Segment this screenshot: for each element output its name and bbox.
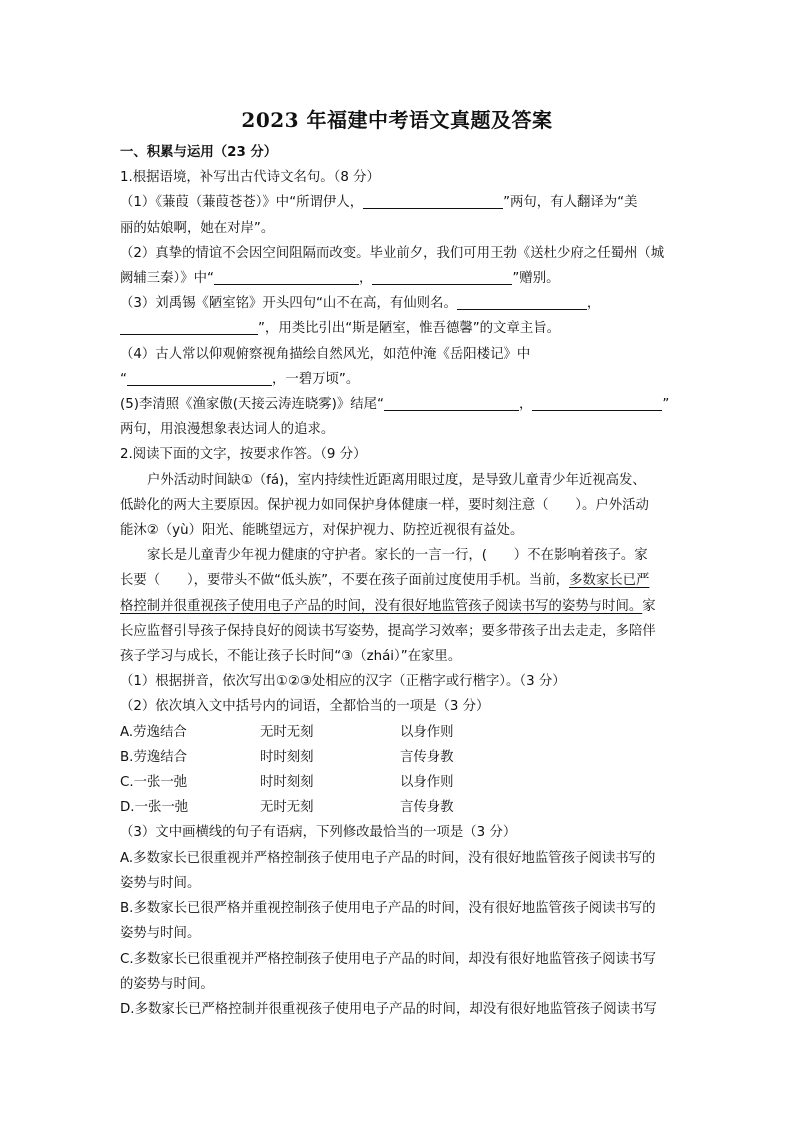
option-word-1: A.劳逸结合 [120,724,187,740]
answer-option-b-cont: 姿势与时间。 [120,926,201,942]
option-word-3: 以身作则 [400,724,454,740]
answer-blank[interactable] [214,268,359,285]
text: ，一碧万顷”。 [271,371,360,387]
section-heading: 一、积累与运用（23 分） [120,145,278,160]
text: (5)李清照《渔家傲(天接云涛连晓雾)》结尾“ [120,397,384,413]
text: ”赠别。 [512,271,560,287]
text: “ [120,371,127,387]
text: ， [586,296,601,312]
answer-blank[interactable] [372,268,512,285]
option-row-d[interactable] [120,795,680,820]
question-1-stem: 1.根据语境，补写出古代诗文名句。（8 分） [120,170,380,186]
answer-blank[interactable] [457,293,587,310]
answer-option-c[interactable]: C.多数家长已很重视并严格控制孩子使用电子产品的时间，却没有很好地监管孩子阅读书写 [120,951,656,967]
answer-option-a-cont: 姿势与时间。 [120,875,201,891]
sub-question-2: （2）依次填入文中括号内的词语，全都恰当的一项是（3 分） [120,699,490,715]
sub-question-1: （1）根据拼音，依次写出①②③处相应的汉字（正楷字或行楷字）。（3 分） [120,674,566,690]
option-row-b[interactable] [120,745,680,770]
option-word-3: 言传身教 [400,749,454,765]
question-1-item-4-cont [120,367,680,392]
answer-blank[interactable] [363,192,503,209]
question-1-item-1-cont: 丽的姑娘啊，她在对岸”。 [120,220,275,236]
passage-line: 户外活动时间缺①（fá)，室内持续性近距离用眼过度，是导致儿童青少年近视高发、 [147,472,646,488]
answer-blank[interactable] [384,394,519,411]
passage-line: 长应监督引导孩子保持良好的阅读书写姿势，提高学习效率；要多带孩子出去走走，多陪伴 [120,623,656,639]
question-1-item-2: （2）真挚的情谊不会因空间阻隔而改变。毕业前夕，我们可用王勃《送杜少府之任蜀州（城 [120,245,665,261]
question-1-item-2-cont [120,266,680,291]
option-row-a[interactable] [120,720,680,745]
passage-line: 孩子学习与成长，不能让孩子长时间“③（zhái）”在家里。 [120,649,462,665]
option-row-c[interactable] [120,770,680,795]
passage-line [120,594,680,619]
option-word-2: 无时无刻 [260,800,314,816]
exam-content [120,140,680,1022]
answer-blank[interactable] [120,318,258,335]
option-word-2: 无时无刻 [260,724,314,740]
text: 长要（ ），要带头不做“低头族”，不要在孩子面前过度使用手机。当前， [120,573,570,589]
text: （1）《蒹葭（蒹葭苍苍）》中“所谓伊人， [120,195,364,211]
question-1-item-4: （4）古人常以仰观俯察视角描绘自然风光，如范仲淹《岳阳楼记》中 [120,346,531,362]
question-1-item-1 [120,190,680,215]
answer-blank[interactable] [127,369,272,386]
answer-option-d[interactable]: D.多数家长已严格控制并很重视孩子使用电子产品的时间，却没有很好地监管孩子阅读书写 [120,1001,657,1017]
passage-line: 家长是儿童青少年视力健康的守护者。家长的一言一行，( ）不在影响着孩子。家 [147,548,648,564]
question-1-item-3-cont [120,316,680,341]
passage-line: 低龄化的两大主要原因。保护视力如同保护身体健康一样，要时刻注意（ ）。户外活动 [120,497,649,513]
question-2-stem: 2.阅读下面的文字，按要求作答。（9 分） [120,447,367,463]
text: ” [662,397,670,413]
text: ”两句，有人翻译为“美 [503,195,638,211]
question-1-item-3 [120,291,680,316]
question-1-item-5 [120,392,680,417]
option-word-1: B.劳逸结合 [120,749,188,765]
underlined-sentence: 多数家长已严 [569,573,650,589]
option-word-2: 时时刻刻 [260,775,314,791]
option-word-1: D.一张一弛 [120,800,189,816]
answer-option-c-cont: 的姿势与时间。 [120,976,214,992]
answer-blank[interactable] [532,394,662,411]
answer-option-a[interactable]: A.多数家长已很重视并严格控制孩子使用电子产品的时间，没有很好地监管孩子阅读书写的 [120,850,656,866]
passage-line [120,568,680,593]
option-word-3: 以身作则 [400,775,454,791]
sub-question-3: （3）文中画横线的句子有语病，下列修改最恰当的一项是（3 分） [120,825,517,841]
page-title: 2023 年福建中考语文真题及答案 [241,108,553,132]
option-word-2: 时时刻刻 [260,749,314,765]
option-word-3: 言传身教 [400,800,454,816]
text: ”，用类比引出“斯是陋室，惟吾德馨”的文章主旨。 [258,321,561,337]
text: ， [358,271,373,287]
text: （3）刘禹锡《陋室铭》开头四句“山不在高，有仙则名。 [120,296,457,312]
text: 阙辅三秦）》中“ [120,271,214,287]
underlined-sentence: 格控制并很重视孩子使用电子产品的时间，没有很好地监管孩子阅读书写的姿势与时间。 [120,598,643,614]
option-word-1: C.一张一弛 [120,775,188,791]
text: ， [519,397,533,413]
answer-option-b[interactable]: B.多数家长已很严格并重视控制孩子使用电子产品的时间，没有很好地监管孩子阅读书写的 [120,901,656,917]
text: 家 [642,598,656,614]
passage-line: 能沐②（yù）阳光、能眺望远方，对保护视力、防控近视很有益处。 [120,523,524,539]
question-1-item-5-cont: 两句，用浪漫想象表达词人的追求。 [120,422,335,438]
